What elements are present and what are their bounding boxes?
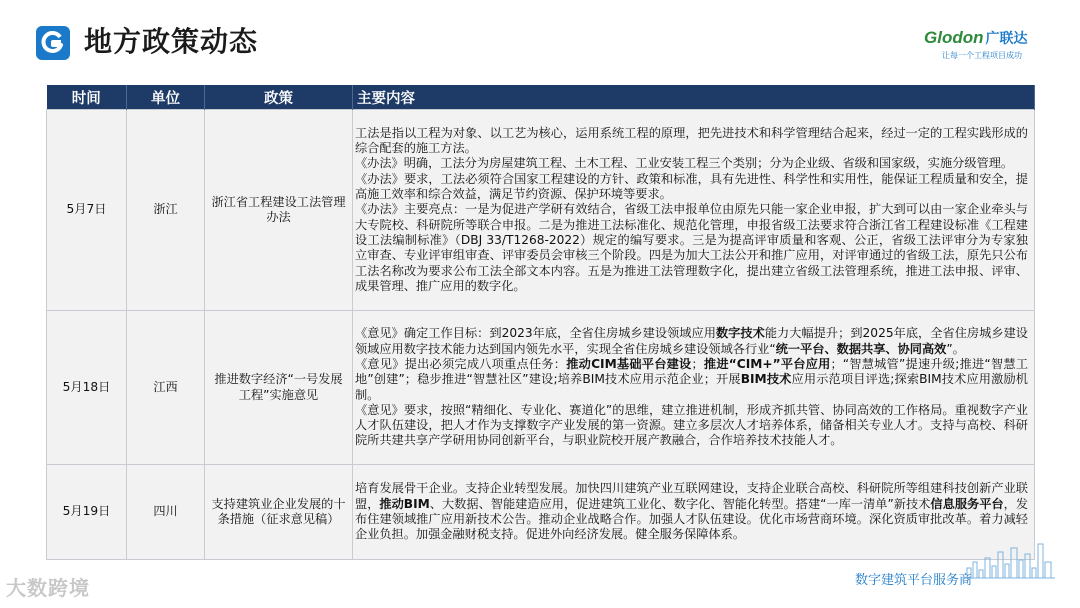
policy-table <box>46 85 1035 560</box>
row-unit: 四川 <box>127 465 205 560</box>
content-text: 工法是指以工程为对象、以工艺为核心，运用系统工程的原理，把先进技术和科学管理结合起来，经过一定的工程实践形成的综合配套的施工方法。 <box>355 125 1028 156</box>
row-policy: 支持建筑业企业发展的十条措施（征求意见稿） <box>205 465 353 560</box>
content-text: 《办法》要求，工法必须符合国家工程建设的方针、政策和标准，具有先进性、科学性和实用性，能保证工程质量和安全，提高施工效率和综合效益，满足节约资源、保护环境等要求。 <box>355 171 1028 202</box>
content-text: 应用示范项目评选;探索BIM技术应用激励机制。 <box>355 372 1028 402</box>
content-text: 《办法》明确，工法分为房屋建筑工程、土木工程、工业安装工程三个类别；分为企业级、省级和国家级，实施分级管理。 <box>355 156 1014 171</box>
content-text: 能力大幅提升；到2025年底，全省住房城乡建设领域应用数字技术能力达到国内领先水平，实现全省住房城乡建设领域各行业“ <box>355 326 1028 356</box>
content-text: ”。 <box>946 341 965 356</box>
header-unit: 单位 <box>127 85 205 110</box>
content-bold-text: 数字技术 <box>715 326 765 341</box>
header-content: 主要内容 <box>353 85 1035 110</box>
content-paragraph <box>355 403 1028 449</box>
content-bold-text: BIM技术 <box>740 372 792 387</box>
content-text: 《意见》提出必须完成八项重点任务： <box>355 356 567 371</box>
content-text: ； <box>691 356 704 371</box>
brand-name-cn: 广联达 <box>985 30 1028 46</box>
company-logo-icon <box>36 26 70 60</box>
content-bold-text: 推动CIM基础平台建设 <box>566 356 692 371</box>
content-paragraph <box>355 156 1028 171</box>
content-text: 培育发展骨干企业。支持企业转型发展。加快四川建筑产业互联网建设，支持企业联合高校、科研院所等组建科技创新产业联盟， <box>355 481 1028 511</box>
content-text: ；“智慧城管”提速升级;推进“智慧工地”创建”；稳步推进“智慧社区”建设;培养BIM技术应用示范企业；开展 <box>355 356 1029 387</box>
city-skyline-icon <box>965 540 1055 580</box>
content-paragraph <box>355 126 1028 157</box>
watermark: 大数跨境 <box>6 576 90 600</box>
row-unit: 江西 <box>127 311 205 465</box>
header-policy: 政策 <box>205 85 353 110</box>
content-bold-text: 推进“CIM+”平台应用 <box>703 356 831 371</box>
content-paragraph <box>355 202 1028 294</box>
brand-tagline: 让每一个工程项目成功 <box>942 51 1022 60</box>
header-date: 时间 <box>47 85 127 110</box>
row-policy: 浙江省工程建设工法管理办法 <box>205 110 353 311</box>
content-bold-text: 统一平台、数据共享、协同高效 <box>775 341 947 356</box>
content-text: 《意见》要求，按照“精细化、专业化、赛道化”的思维，建立推进机制，形成齐抓共管、协同高效的工作格局。重视数字产业人才队伍建设，把人才作为支撑数字产业发展的第一资源。建立多层次人才培养体系，储备相关专业人才。支持与高校、科研院所共建共享产学研用协同创新平台，与职业院校开展产教融合，合作培养技术技能人才。 <box>355 402 1028 448</box>
table-header-row <box>47 85 1035 110</box>
row-unit: 浙江 <box>127 110 205 311</box>
content-text: 《意见》确定工作目标：到2023年底，全省住房城乡建设领域应用 <box>355 326 716 341</box>
row-content <box>353 311 1035 465</box>
row-content <box>353 465 1035 560</box>
content-bold-text: 信息服务平台 <box>930 496 1004 511</box>
content-paragraph <box>355 357 1028 403</box>
page-title: 地方政策动态 <box>84 25 259 58</box>
table-row <box>47 110 1035 311</box>
content-text: 、大数据、智能建造应用，促进建筑工业化、数字化、智能化转型。搭建“一库一清单”新技术 <box>429 496 931 511</box>
row-date: 5月7日 <box>47 110 127 311</box>
content-paragraph <box>355 481 1028 542</box>
row-policy: 推进数字经济“一号发展工程”实施意见 <box>205 311 353 465</box>
footer-platform-text: 数字建筑平台服务商 <box>855 573 973 588</box>
table-row <box>47 311 1035 465</box>
row-date: 5月19日 <box>47 465 127 560</box>
content-paragraph <box>355 172 1028 203</box>
content-bold-text: 推动BIM <box>379 496 430 511</box>
brand-name: Glodon <box>924 28 984 47</box>
content-text: 《办法》主要亮点：一是为促进产学研有效结合，省级工法申报单位由原先只能一家企业申报，扩大到可以由一家企业牵头与大专院校、科研院所等联合申报。二是为推进工法标准化、规范化管理，申报省级工法要求符合浙江省工程建设标准《工程建设工法编制标准》（DBJ 33/T1268-2022）规定的编写要求。三是为提高评审质量和客观、公正，省级工法评审分为专家独立审查、专业评审组审查、评审委员会审核三个阶段。四是为加大工法公开和推广应用，对评审通过的省级工法，原先只公布工法名称改为要求公布工法全部文本内容。五是为推进工法管理数字化，提出建立省级工法管理系统，推进工法申报、评审、成果管理、推广应用的数字化。 <box>355 202 1028 293</box>
table-row <box>47 465 1035 560</box>
content-paragraph <box>355 326 1028 357</box>
content-text: ，发布住建领域推广应用新技术公告。推动企业战略合作。加强人才队伍建设。优化市场营商环境。深化资质审批改革。着力减轻企业负担。加强金融财税支持。促进外向经济发展。健全服务保障体系。 <box>355 496 1029 542</box>
row-date: 5月18日 <box>47 311 127 465</box>
brand-logo <box>924 28 1054 61</box>
row-content <box>353 110 1035 311</box>
